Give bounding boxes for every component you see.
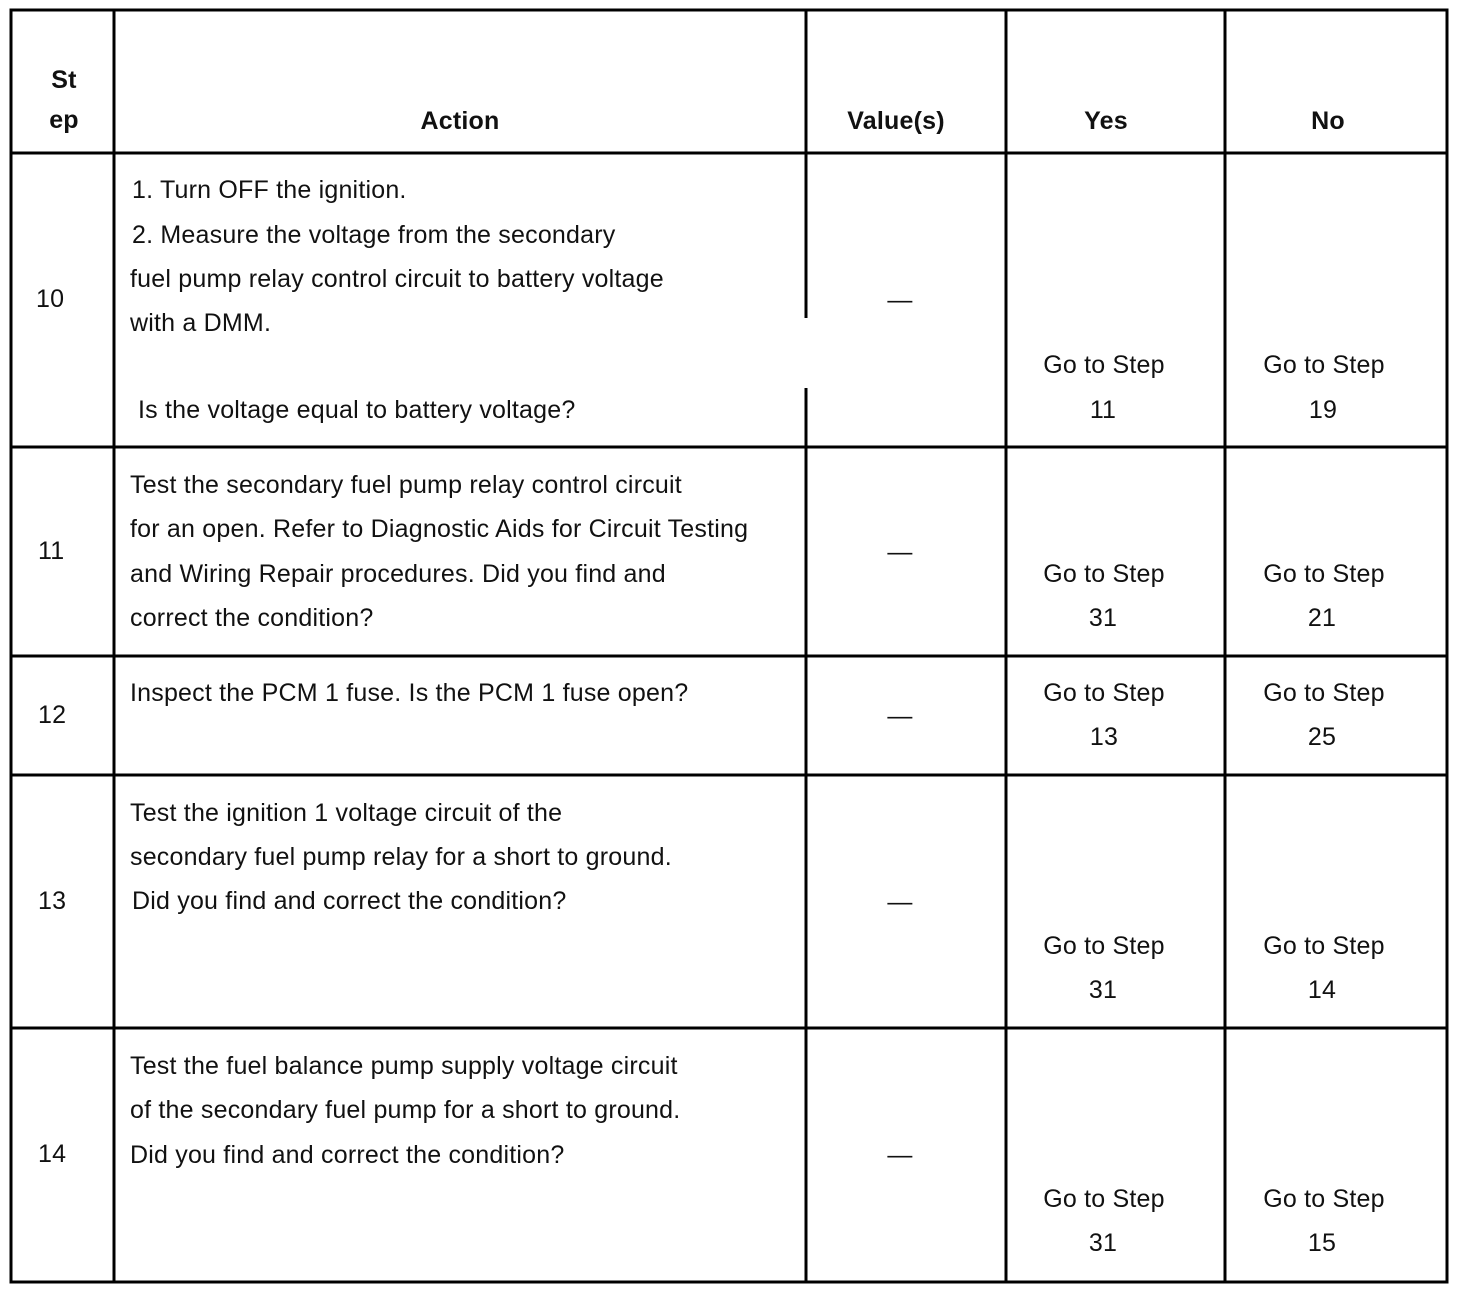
- action-line: Test the fuel balance pump supply voltage circuit: [130, 1052, 678, 1080]
- step-number: 12: [38, 701, 67, 729]
- no-step-number: 15: [1307, 1229, 1337, 1257]
- header-yes: Yes: [1084, 107, 1128, 135]
- action-line: Inspect the PCM 1 fuse. Is the PCM 1 fuse open?: [130, 679, 689, 707]
- action-line: 2. Measure the voltage from the secondary: [132, 221, 616, 249]
- yes-step-number: 11: [1089, 396, 1117, 424]
- action-line: secondary fuel pump relay for a short to ground.: [130, 843, 672, 871]
- yes-step-number: 31: [1088, 1229, 1118, 1257]
- header-step: St ep: [49, 66, 79, 134]
- yes-goto: Go to Step: [1043, 932, 1165, 960]
- action-line: Test the ignition 1 voltage circuit of the: [130, 799, 563, 827]
- step-number: 14: [38, 1140, 67, 1168]
- no-goto: Go to Step: [1263, 679, 1385, 707]
- no-goto: Go to Step: [1263, 560, 1385, 588]
- step-number: 11: [38, 537, 65, 565]
- header-no: No: [1311, 107, 1345, 135]
- yes-goto: Go to Step: [1043, 679, 1165, 707]
- action-line: Test the secondary fuel pump relay control circuit: [130, 471, 682, 499]
- header-values: Value(s): [847, 107, 945, 135]
- action-line: Did you find and correct the condition?: [130, 1141, 565, 1169]
- yes-goto: Go to Step: [1043, 560, 1165, 588]
- action-line: and Wiring Repair procedures. Did you find and: [130, 560, 666, 588]
- value-cell: —: [887, 702, 913, 730]
- action-line: of the secondary fuel pump for a short to ground.: [130, 1096, 681, 1124]
- value-cell: —: [887, 538, 913, 566]
- action-line: 1. Turn OFF the ignition.: [132, 176, 407, 204]
- yes-step-number: 31: [1088, 604, 1118, 632]
- step-number: 10: [36, 285, 65, 313]
- yes-goto: Go to Step: [1043, 1185, 1165, 1213]
- value-cell: —: [887, 1141, 913, 1169]
- no-goto: Go to Step: [1263, 351, 1385, 379]
- yes-step-number: 31: [1088, 976, 1118, 1004]
- value-cell: —: [887, 888, 913, 916]
- action-question: Is the voltage equal to battery voltage?: [138, 396, 576, 424]
- no-goto: Go to Step: [1263, 932, 1385, 960]
- no-step-number: 14: [1307, 976, 1337, 1004]
- action-line: for an open. Refer to Diagnostic Aids for Circuit Testing: [130, 515, 749, 543]
- value-cell: —: [887, 286, 913, 314]
- action-line: correct the condition?: [130, 604, 374, 632]
- step-number: 13: [38, 887, 67, 915]
- no-step-number: 25: [1307, 723, 1337, 751]
- no-step-number: 19: [1308, 396, 1338, 424]
- no-step-number: 21: [1307, 604, 1337, 632]
- yes-goto: Go to Step: [1043, 351, 1165, 379]
- action-line: with a DMM.: [130, 309, 272, 337]
- action-line: fuel pump relay control circuit to battery voltage: [130, 265, 664, 293]
- header-action: Action: [420, 107, 500, 135]
- action-line: Did you find and correct the condition?: [132, 887, 567, 915]
- no-goto: Go to Step: [1263, 1185, 1385, 1213]
- yes-step-number: 13: [1089, 723, 1119, 751]
